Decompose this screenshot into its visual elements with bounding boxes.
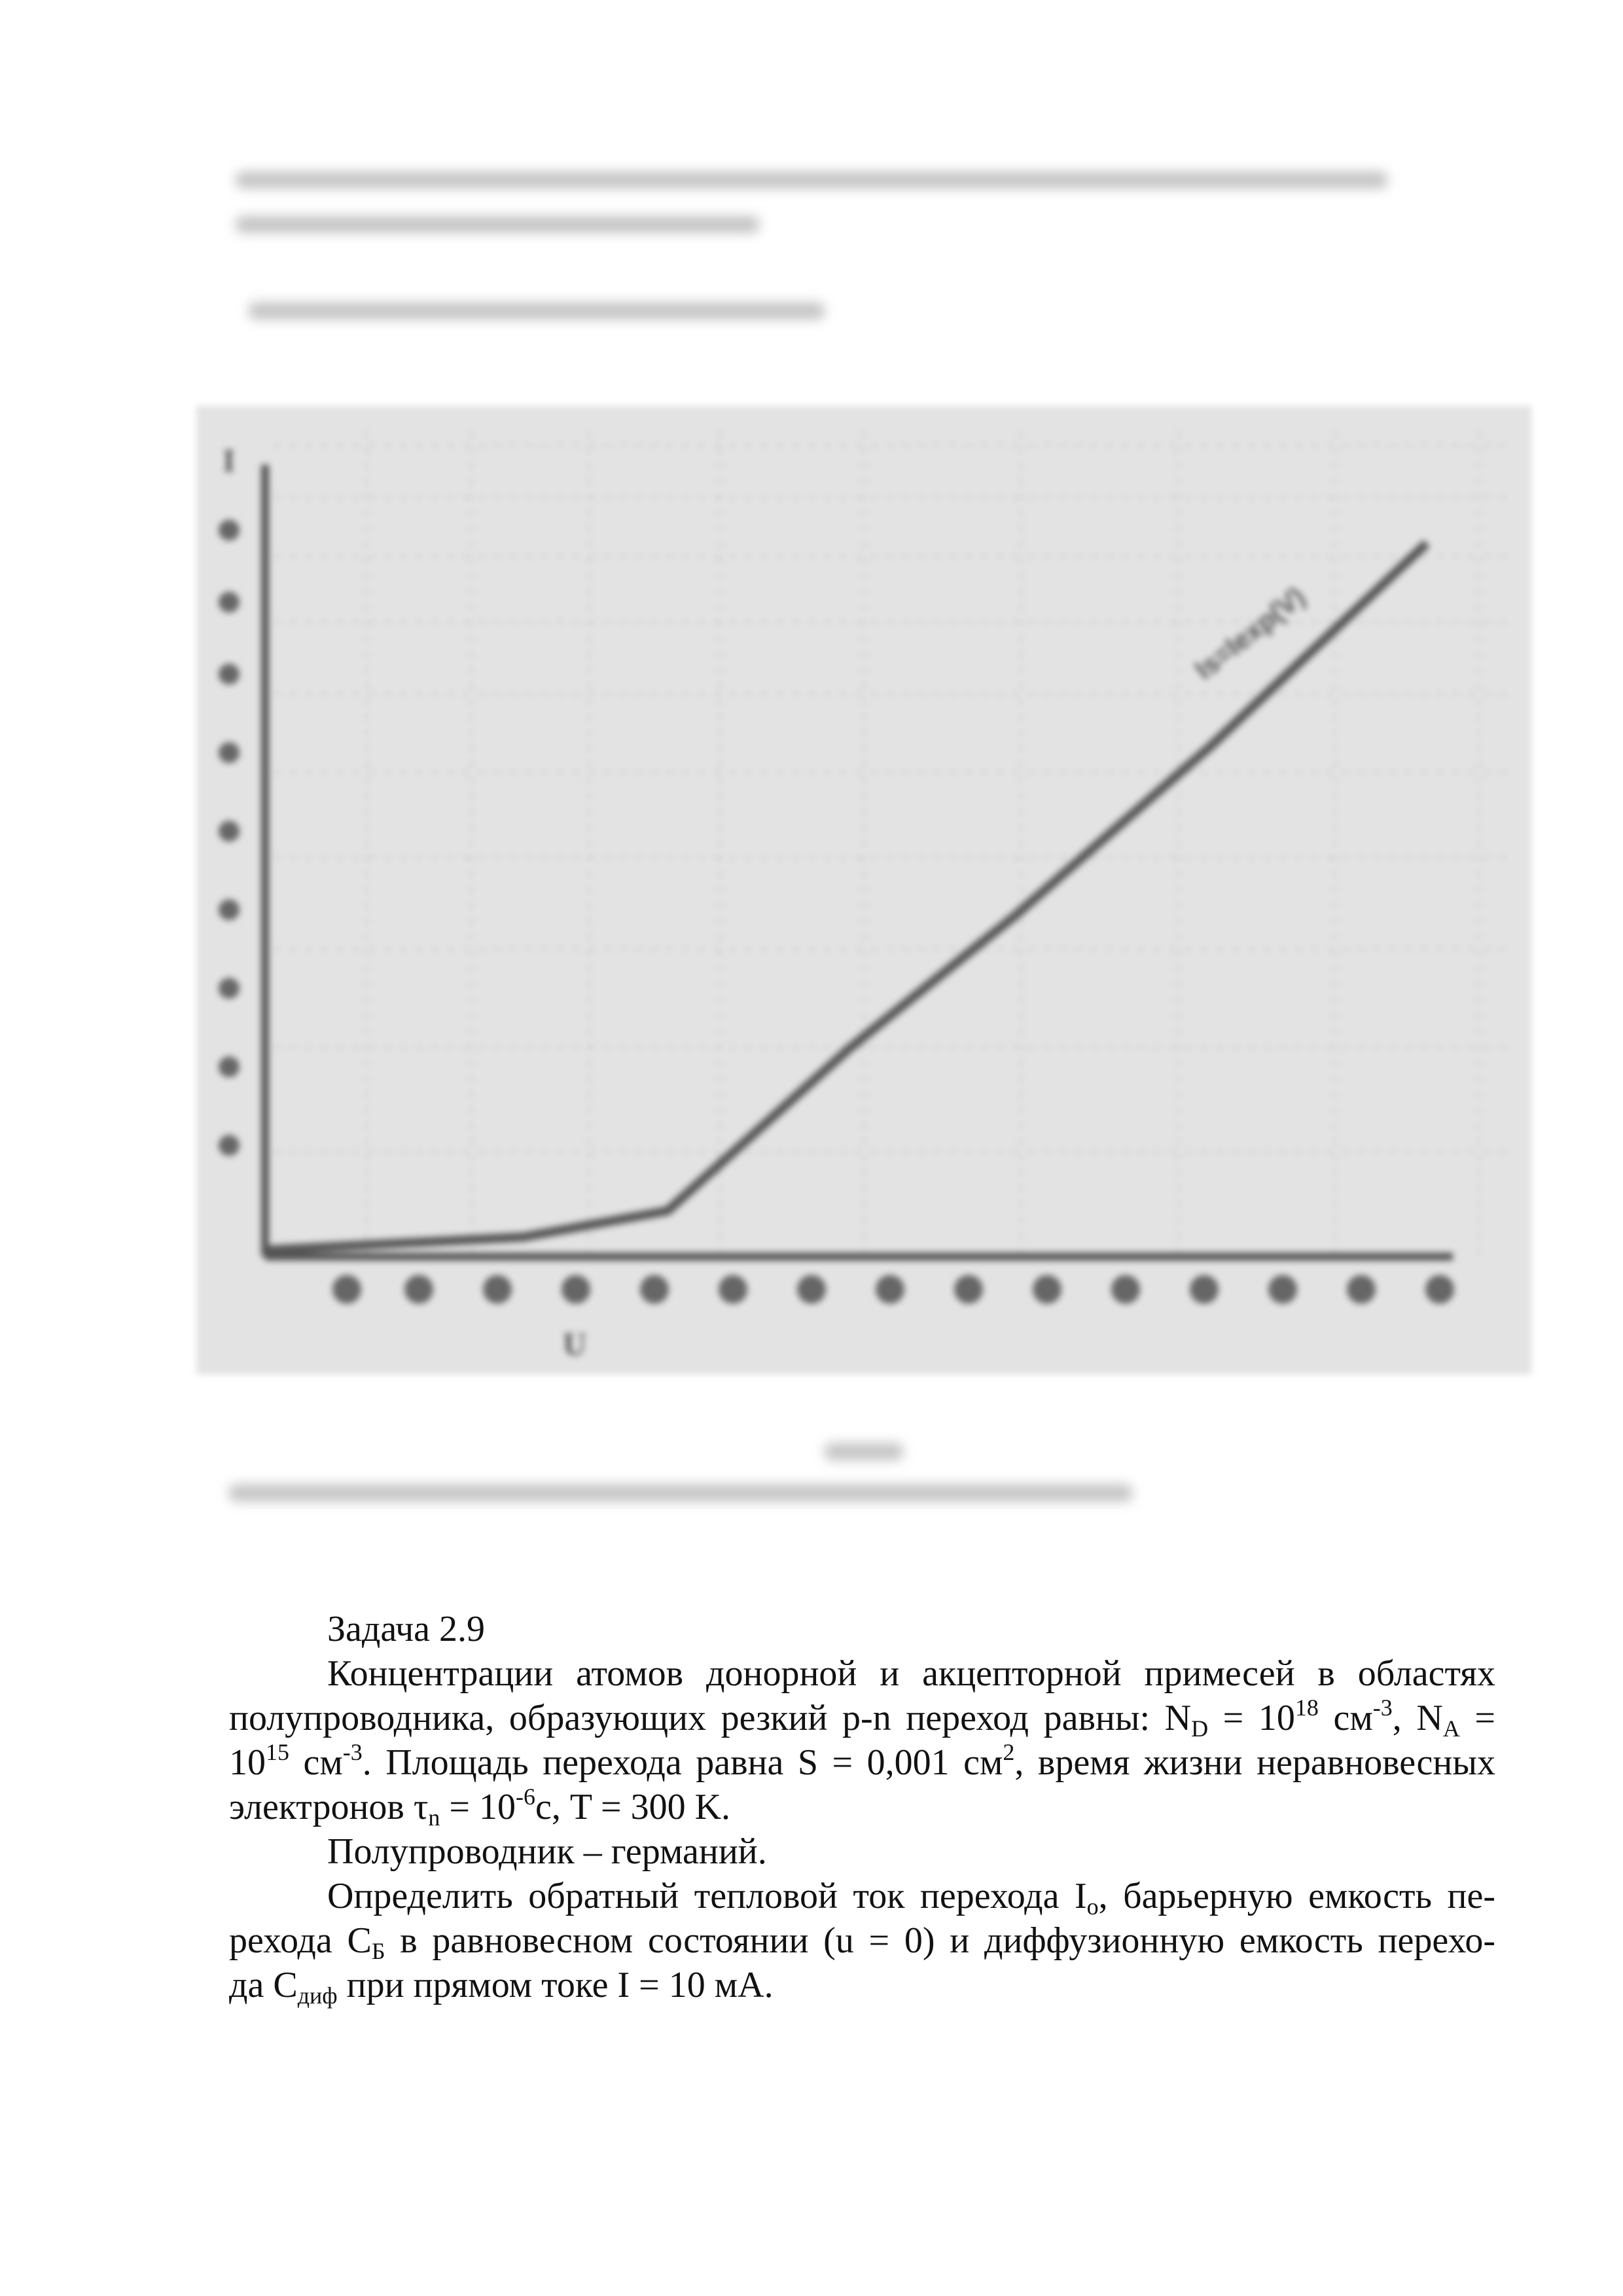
blurred-caption-line-1 [825,1443,903,1460]
blurred-header-line-1 [236,171,1387,188]
curve-label: Is=Iexp(V) [1188,581,1311,686]
task-para-2: Полупроводник – германий. [327,1831,767,1872]
blurred-formula-line [249,302,825,319]
task-para-1-line-2: полупроводника, образующих резкий p-n переход равны: $N_D = 10^{18}$ $см^{-3}$, $N_A$ = [229,1695,1495,1742]
y-axis-label: I [223,442,236,478]
task-para-3-line-2: рехода $C_Б$ в равновесном состоянии (u = 0) и диффузионную емкость перехо- [229,1920,1495,1964]
blurred-chart-figure [196,406,1531,1374]
x-axis-label: U [563,1325,587,1362]
task-para-3-line-1: Определить обратный тепловой ток перехода $I_o$, барьерную емкость пе- [327,1876,1496,1920]
task-title: Задача 2.9 [327,1609,486,1649]
blurred-caption-line-2 [229,1484,1132,1501]
task-para-3-line-3: да $C_{диф}$ при прямом токе I = 10 мА. [229,1965,774,2009]
task-para-1-line-4: электронов $\tau_n = 10^{-6}с$, T = 300 K. [229,1784,731,1831]
task-para-1-line-1: Концентрации атомов донорной и акцепторной примесей в областях [327,1653,1495,1694]
blurred-header-line-2 [236,216,759,233]
task-para-1-line-3: $10^{15}$ $см^{-3}$. Площадь перехода равна S = 0,001 $см^2$, время жизни неравновесных [229,1739,1495,1783]
